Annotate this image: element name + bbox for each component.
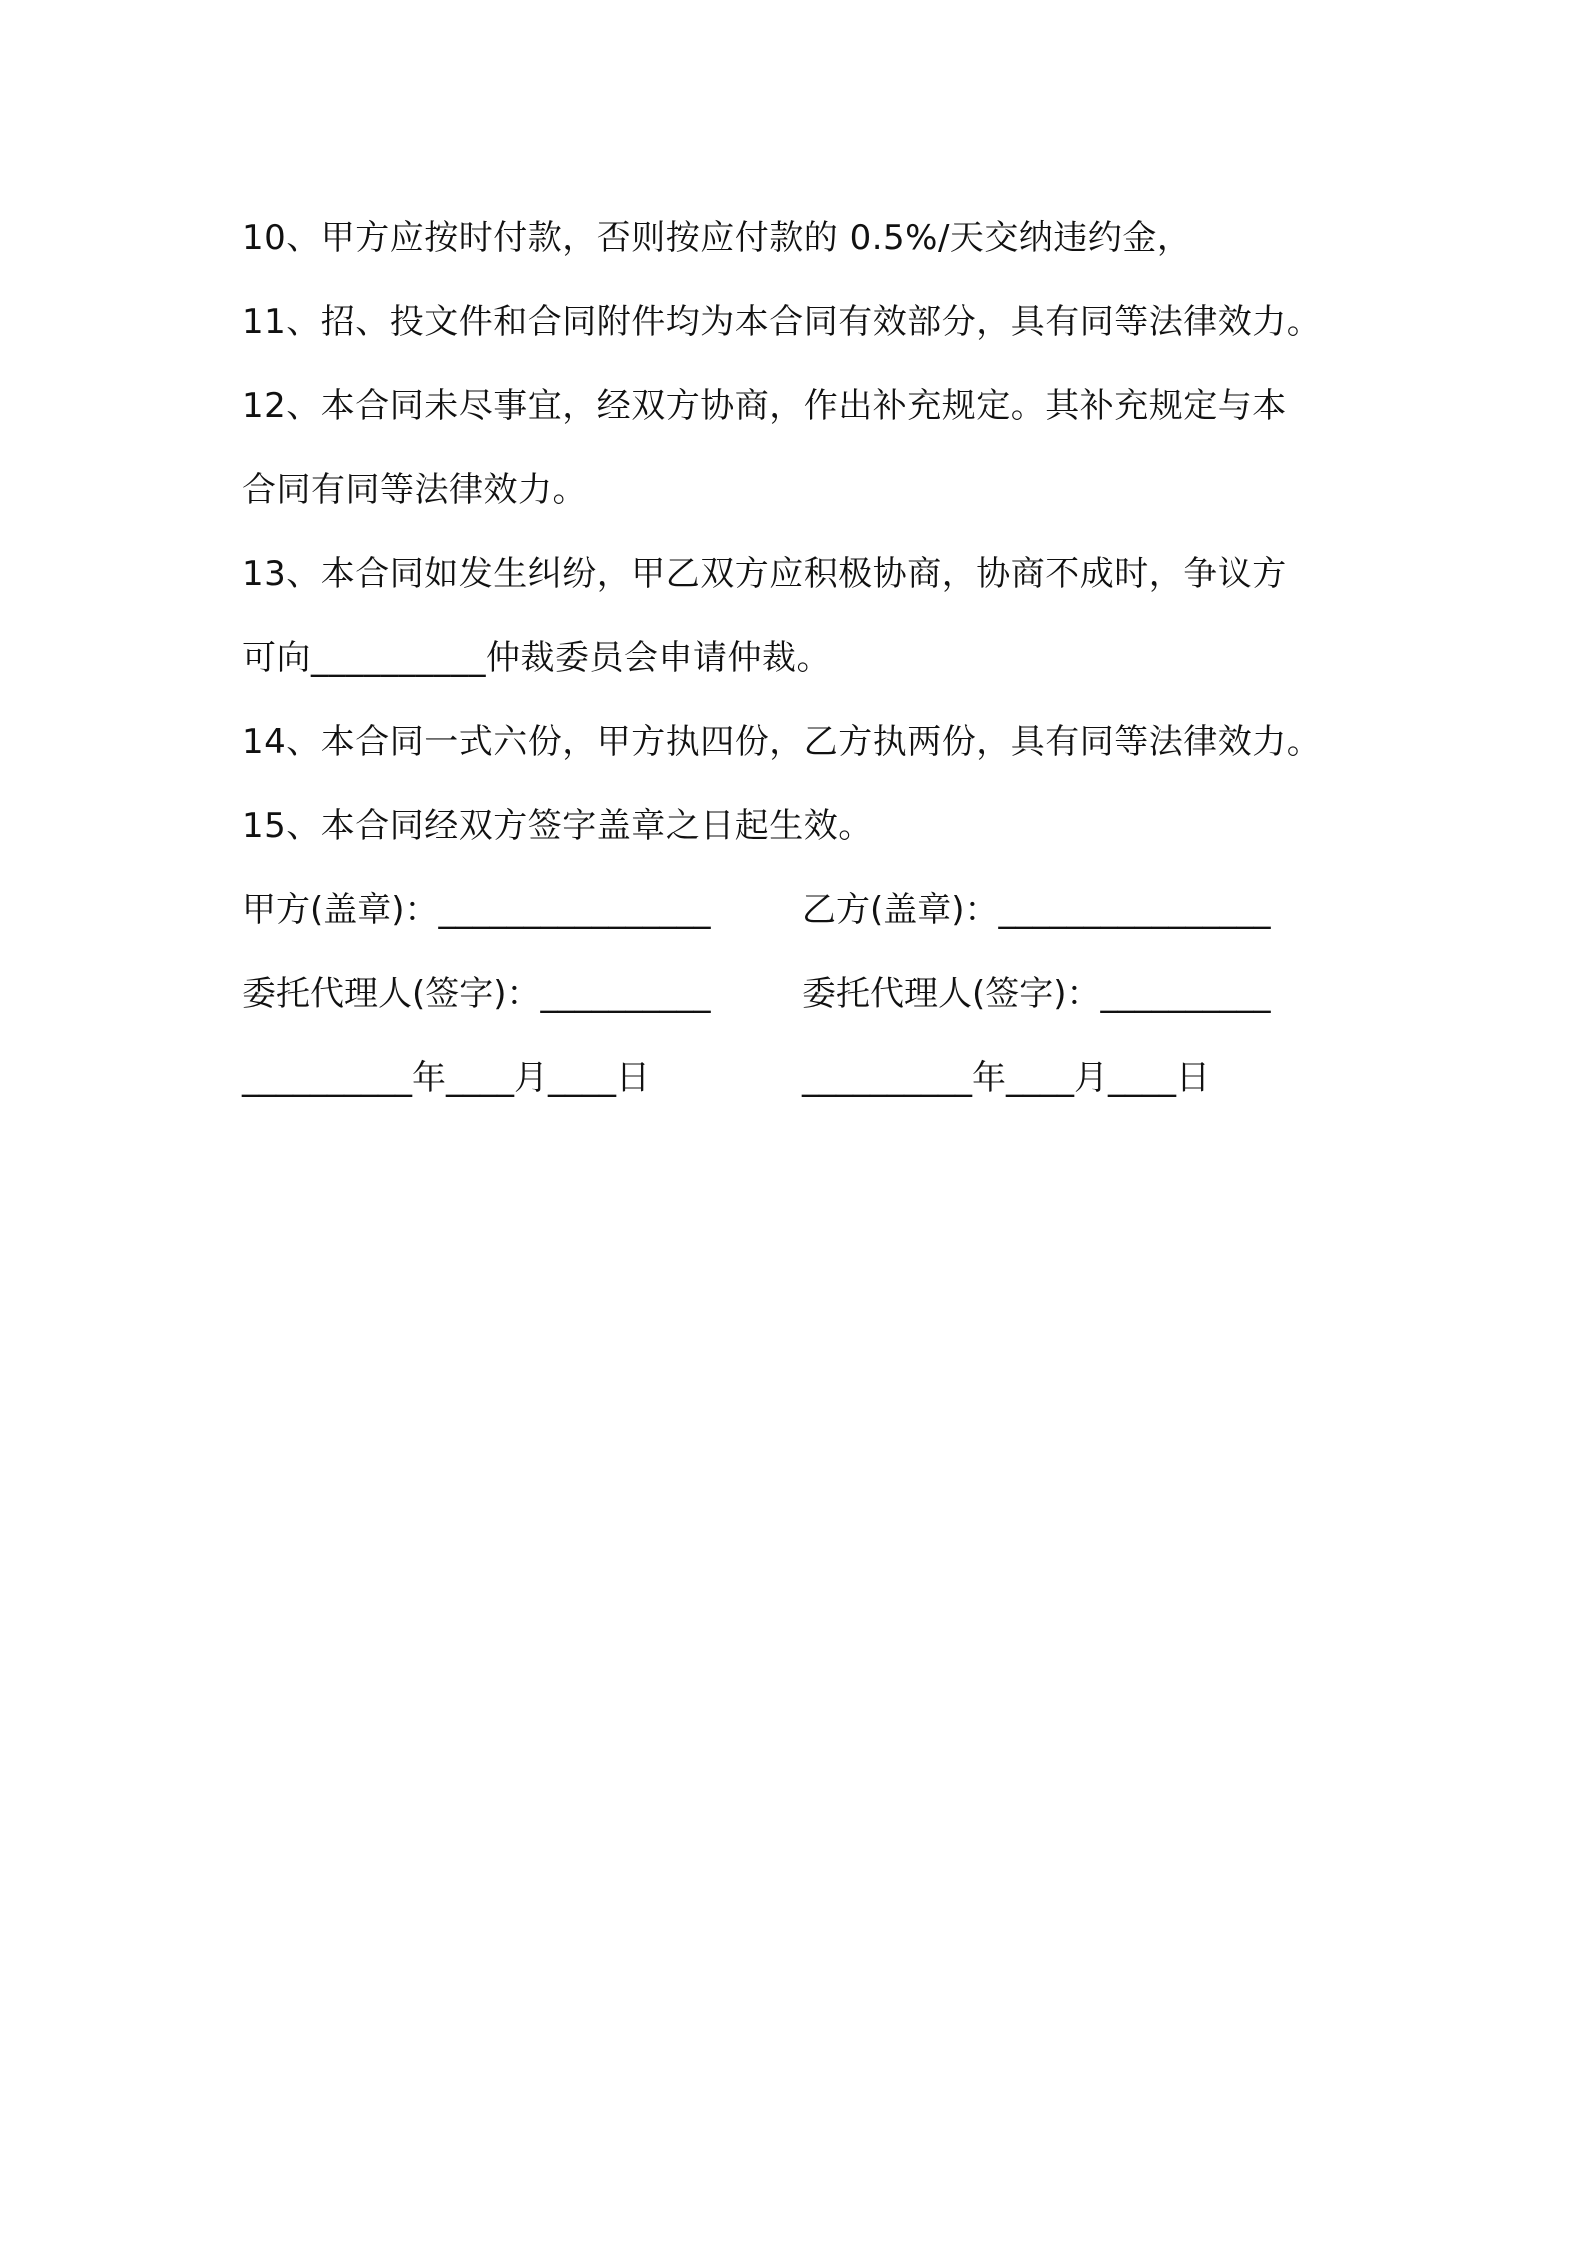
clause-15: 15、本合同经双方签字盖章之日起生效。 [242, 806, 873, 846]
agent-row [242, 952, 1362, 1036]
party-a-agent-field: 委托代理人(签字)：__________ [242, 974, 711, 1014]
party-b-seal-field: 乙方(盖章)：________________ [802, 890, 1271, 930]
clause-12-line-2: 合同有同等法律效力。 [242, 470, 587, 510]
clause-11: 11、招、投文件和合同附件均为本合同有效部分，具有同等法律效力。 [242, 302, 1322, 342]
contract-body [242, 196, 1362, 1120]
clause-13-line-1: 13、本合同如发生纠纷，甲乙双方应积极协商，协商不成时，争议方 [242, 554, 1287, 594]
party-b-date-field: __________年____月____日 [802, 1058, 1210, 1098]
date-row [242, 1036, 1362, 1120]
seal-row [242, 868, 1362, 952]
party-a-seal-field: 甲方(盖章)：________________ [242, 890, 711, 930]
clause-12-line-1: 12、本合同未尽事宜，经双方协商，作出补充规定。其补充规定与本 [242, 386, 1287, 426]
clause-14: 14、本合同一式六份，甲方执四份，乙方执两份，具有同等法律效力。 [242, 722, 1322, 762]
clause-10: 10、甲方应按时付款，否则按应付款的 0.5%/天交纳违约金， [242, 218, 1192, 258]
party-b-agent-field: 委托代理人(签字)：__________ [802, 974, 1271, 1014]
party-a-date-field: __________年____月____日 [242, 1058, 650, 1098]
clause-13-line-2: 可向__________仲裁委员会申请仲裁。 [242, 638, 831, 678]
